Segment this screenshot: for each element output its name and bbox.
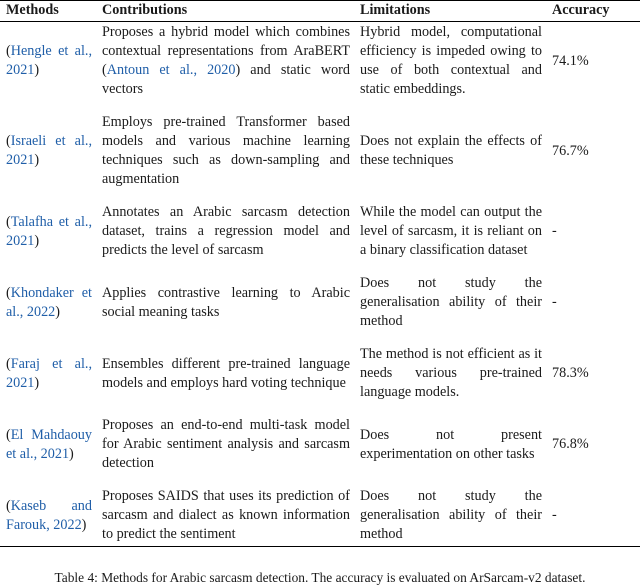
citation-link[interactable]: Israeli et al., 2021: [6, 133, 92, 168]
contribution-cell: Employs pre-trained Transformer based models and various machine learning techniques such as down-sampling and augmentation: [102, 114, 350, 187]
table-row: [0, 338, 640, 409]
table-row: [0, 106, 640, 196]
accuracy-cell: 78.3%: [552, 365, 589, 381]
contribution-text: Proposes a hybrid model which combines contextual representations from AraBERT (: [102, 24, 350, 78]
citation-link[interactable]: Antoun et al., 2020: [106, 62, 236, 78]
citation-link[interactable]: El Mahdaouy et al., 2021: [6, 426, 92, 462]
accuracy-cell: 76.7%: [552, 142, 589, 159]
table-row: [0, 267, 640, 338]
accuracy-cell: 76.8%: [552, 436, 589, 452]
method-cell: (Khondaker et al., 2022): [6, 284, 92, 320]
table-row: [0, 196, 640, 267]
table-row: [0, 409, 640, 480]
contribution-cell: [96, 22, 354, 107]
limitation-cell: Does not study the generalisation ability of their method: [360, 275, 542, 329]
citation-link[interactable]: Kaseb and Farouk, 2022: [6, 497, 92, 533]
limitation-cell: Does not explain the effects of these techniques: [360, 133, 542, 168]
contribution-cell: Annotates an Arabic sarcasm detection dataset, trains a regression model and predicts the level of sarcasm: [102, 204, 350, 258]
accuracy-cell: -: [552, 507, 557, 523]
citation-link[interactable]: Talafha et al., 2021: [6, 213, 92, 249]
table-row: [0, 22, 640, 107]
limitation-cell: Does not study the generalisation ability of their method: [360, 488, 542, 542]
limitation-cell: While the model can output the level of sarcasm, it is reliant on a binary classification dataset: [360, 204, 542, 258]
contribution-text: ) and static word vectors: [102, 62, 350, 97]
contribution-cell: Proposes SAIDS that uses its prediction of sarcasm and dialect as known information to predict the sentiment: [102, 488, 350, 542]
header-methods: Methods: [6, 2, 59, 18]
header-contributions: Contributions: [102, 2, 188, 18]
header-limitations: Limitations: [360, 2, 431, 18]
table-row: [0, 480, 640, 547]
contribution-cell: Ensembles different pre-trained language models and employs hard voting technique: [102, 355, 350, 391]
method-cell: (Hengle et al., 2021): [6, 43, 92, 78]
accuracy-cell: -: [552, 294, 557, 310]
header-accuracy: Accuracy: [552, 2, 610, 18]
method-cell: (Israeli et al., 2021): [6, 133, 92, 168]
method-cell: (El Mahdaouy et al., 2021): [6, 426, 92, 462]
limitation-cell: The method is not efficient as it needs various pre-trained language models.: [360, 346, 542, 400]
citation-link[interactable]: Faraj et al., 2021: [6, 355, 92, 391]
accuracy-cell: -: [552, 223, 557, 239]
citation-link[interactable]: Khondaker et al., 2022: [6, 284, 92, 320]
method-cell: (Kaseb and Farouk, 2022): [6, 497, 92, 533]
method-cell: (Talafha et al., 2021): [6, 213, 92, 249]
limitation-cell: Hybrid model, computational efficiency is impeded owing to use of both contextual and static embeddings.: [360, 24, 542, 97]
table-header-row: [0, 1, 640, 22]
limitation-cell: Does not present experimentation on other tasks: [360, 426, 542, 462]
accuracy-cell: 74.1%: [552, 52, 589, 69]
citation-link[interactable]: Hengle et al., 2021: [6, 43, 92, 78]
contribution-cell: Proposes an end-to-end multi-task model for Arabic sentiment analysis and sarcasm detection: [102, 417, 350, 471]
method-cell: (Faraj et al., 2021): [6, 355, 92, 391]
contribution-cell: Applies contrastive learning to Arabic social meaning tasks: [102, 284, 350, 320]
table-caption: Table 4: Methods for Arabic sarcasm detection. The accuracy is evaluated on ArSarcam-v2 dataset.: [54, 570, 586, 585]
